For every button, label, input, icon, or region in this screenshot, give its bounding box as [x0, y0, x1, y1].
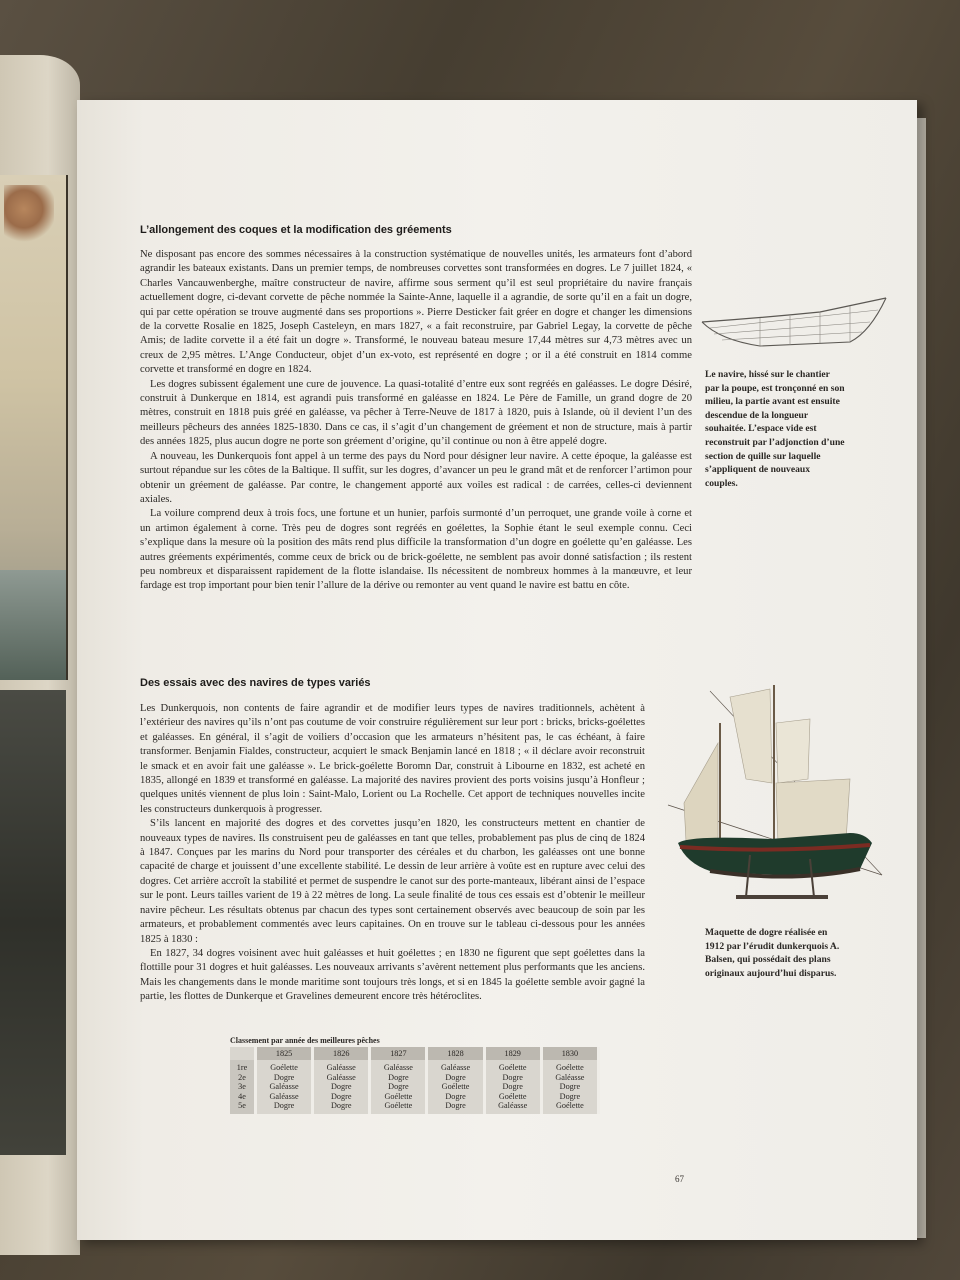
rank-label: 4e [238, 1091, 246, 1101]
year-header: 1827 [370, 1047, 427, 1060]
section1-paragraph: Les dogres subissent également une cure de jouvence. La quasi-totalité d’entre eux sont regréés en galéasses. Le dogre Désiré, construit à Dunkerque en 1814, est agrandi puis transformé en galéasse en 1824. Le Père de Famille, un grand dogre de 20 mètres, construit en 1818 puis gréé en galéasse, va pêcher à Terre-Neuve de 1817 à 1820, puis à Islande, où il devient l’un des meilleurs pêcheurs des années 1825-1830. Dans ce cas, il s’agit d’un changement de gréement et non de structure, mais à partir des années 1825, plus aucun dogre ne porte son gréement d’origine, qu’il continue ou non à être appelé dogre. [140, 378, 692, 448]
table-cell: Dogre [445, 1091, 466, 1101]
year-header: 1829 [484, 1047, 541, 1060]
table-cell: Dogre [388, 1072, 409, 1082]
year-header: 1828 [427, 1047, 484, 1060]
rank-label: 1re [236, 1063, 248, 1072]
section2-body-upper [140, 702, 645, 1005]
table-cell: Goélette [441, 1082, 470, 1092]
left-page-dark-painting [0, 690, 66, 1155]
table-cell: Goélette [556, 1063, 584, 1072]
page-number: 67 [675, 1174, 684, 1184]
hull-diagram-caption: Le navire, hissé sur le chantier par la poupe, est tronçonné en son milieu, la partie avant est ensuite descendue de la longueur souhaitée. L’espace vide est reconstruit par l’adjonction d’une section de quille sur laquelle s’appliquent de nouveaux couples. [705, 369, 845, 489]
table-cell: Dogre [502, 1082, 523, 1092]
section1-paragraph: Ne disposant pas encore des sommes nécessaires à la construction systématique de nouvelles unités, les armateurs font d’abord agrandir les bateaux existants. Dans un premier temps, de nombreuses corvettes sont transformées en dogres. Le 7 juillet 1824, « Charles Vancauwenberghe, maître constructeur de navire, affirme sous serment qu’il est seul propriétaire du navire français actuellement dogre, ci-devant corvette de pêche nommée la Sainte-Anne, laquelle il a agrandie, de sorte qu’il en a fait un dogre, qui par cette opération se trouve augmenté dans ses proportions ». Pierre Desticker fait gréer en dogre et changer les dimensions de la corvette Rosalie en 1825, Joseph Casteleyn, en mars 1827, « a fait reconstruire, par Gabriel Legay, la corvette de pêche Amis; de ladite corvette il a été fait un dogre ». Transformé, le nouveau bateau mesure 17,44 mètres sur 4,73 mètres avec un creux de 2,95 mètres. L’Ange Conducteur, objet d’un ex-voto, est représenté en dogre ; or il a été construit en 1814 comme corvette et transformé en dogre en 1824. [140, 249, 692, 376]
rank-label: 2e [238, 1072, 246, 1082]
fishing-ranking-table-block [230, 1036, 600, 1114]
fishing-ranking-table [230, 1047, 600, 1114]
table-cell: Goélette [498, 1091, 527, 1101]
table-cell: Goélette [270, 1063, 298, 1072]
year-column-1827 [370, 1060, 427, 1114]
table-cell: Goélette [498, 1063, 527, 1072]
dogre-model-photo [650, 683, 890, 905]
table-cell: Galéasse [269, 1082, 299, 1092]
section2-paragraph: En 1827, 34 dogres voisinent avec huit galéasses et huit goélettes ; en 1830 ne figurent que sept goélettes dans la flottille pour 31 dogres et huit galéasses. Les nouveaux arrivants s’avèrent nettement plus performants que les anciens. Mais les changements dans le monde maritime sont toujours très longs, et si en 1845 la goélette semble avoir gagné la partie, les flottes de Dunkerque et Gravelines demeurent encore très hétéroclites. [140, 947, 645, 1003]
table-cell: Galéasse [498, 1101, 528, 1111]
rank-label: 5e [238, 1101, 246, 1111]
table-cell: Galéasse [440, 1063, 471, 1072]
table-row [230, 1060, 599, 1114]
table-cell: Dogre [559, 1082, 581, 1092]
table-cell: Dogre [331, 1091, 352, 1101]
left-page-painting [0, 175, 68, 680]
section2-heading: Des essais avec des navires de types variés [140, 677, 371, 689]
table-cell: Goélette [556, 1101, 584, 1111]
year-column-1826 [313, 1060, 370, 1114]
table-cell: Galéasse [269, 1091, 299, 1101]
section1-heading: L’allongement des coques et la modification des gréements [140, 224, 452, 236]
table-cell: Dogre [331, 1082, 352, 1092]
table-cell: Dogre [273, 1101, 295, 1111]
year-header: 1825 [256, 1047, 313, 1060]
table-cell: Galéasse [326, 1063, 356, 1072]
painting-figure [4, 185, 54, 245]
table-cell: Dogre [445, 1072, 466, 1082]
section2-paragraph: Les Dunkerquois, non contents de faire agrandir et de modifier leurs types de navires traditionnels, achètent à l’extérieur des navires qu’ils n’ont pas coutume de voir construire régulièrement sur leur port : bricks, bricks-goélettes et galéasses. En général, il s’agit de voiliers d’occasion que les armateurs n’hésitent pas, le cas échéant, à faire transformer. Benjamin Fialdes, constructeur, acquiert le smack Benjamin lancé en 1818 ; « il déclare avoir reconstruit le smack et en avoir fait une galéasse ». Le brick-goélette Boromn Dar, construit à Libourne en 1832, est acheté en 1835, allongé en 1839 et transformé en galéasse. La majorité des navires provient des ports voisins jusqu’à Honfleur ; quelques unités viennent de plus loin : Saint-Malo, Lorient ou La Rochelle. Cet apport de techniques nouvelles incite les constructeurs dunkerquois à progresser. [140, 703, 645, 815]
table-cell: Dogre [559, 1091, 581, 1101]
table-cell: Galéasse [555, 1072, 585, 1082]
year-column-1830 [541, 1060, 598, 1114]
section1-body [140, 248, 692, 594]
table-cell: Dogre [273, 1072, 295, 1082]
model-photo-caption: Maquette de dogre réalisée en 1912 par l’érudit dunkerquois A. Balsen, qui possédait des plans originaux aujourd’hui disparus. [705, 927, 840, 979]
section1-paragraph: A nouveau, les Dunkerquois font appel à un terme des pays du Nord pour désigner leur navire. A cette époque, la galéasse est surtout répandue sur les côtes de la Baltique. Il suffit, sur les dogres, d’avancer un peu le grand mât et de renforcer l’artimon pour obtenir un gréement de galéasse. Par contre, le changement apporté aux voiles est radical : de carrées, celles-ci deviennent axiales. [140, 450, 692, 505]
table-cell: Galéasse [383, 1063, 413, 1072]
table-corner-cell [230, 1047, 256, 1060]
table-cell: Dogre [445, 1101, 466, 1111]
table-cell: Dogre [388, 1082, 409, 1092]
hull-extension-diagram [700, 292, 890, 354]
year-header: 1830 [541, 1047, 598, 1060]
table-cell: Dogre [502, 1072, 523, 1082]
year-column-1829 [484, 1060, 541, 1114]
section1-paragraph: La voilure comprend deux à trois focs, une fortune et un hunier, parfois surmonté d’un perroquet, une grande voile à corne et un artimon également à corne. Très peu de dogres sont regréés en goélettes, la Sophie étant le seul exemple connu. Ceci s’explique dans la mesure où la position des mâts rend plus difficile la transformation d’un dogre en goélette qu’en galéasse. Les autres gréements expérimentés, comme ceux de brick ou de brick-goélette, ne semblent pas avoir donné satisfaction ; ils restent peu nombreux et disparaissent rapidement de la flotte islandaise. Ils nécessitent de nombreux hommes à la manœuvre, et leur fardage est trop important pour bien tenir l’allure de la dérive ou remonter au vent quand le navire est battu en côte. [140, 508, 692, 592]
table-cell: Dogre [331, 1101, 352, 1111]
section2-paragraph: S’ils lancent en majorité des dogres et des corvettes jusqu’en 1820, les constructeurs mettent en chantier de nouveaux types de navires. Ils construisent peu de galéasses en tant que telles, probablement pas plus de cinq de 1824 à 1847. Conçues par les marins du Nord pour transporter des céréales et du charbon, les galéasses ont une bonne capacité de charge et jouissent d’une excellente stabilité. Le dessin de leur arrière à voûte est en rupture avec celui des dogres. Cet arrière accroît la stabilité et permet de suspendre le canot sur des porte-manteaux, libérant ainsi de l’espace sur le pont. Leurs tailles varient de 19 à 22 mètres de long. La seule finalité de tous ces essais est d’obtenir le meilleur navire pêcheur. Les résultats obtenus par chacun des types sont certainement observés avec beaucoup de soin par les armateurs, et probablement commentés avec leurs capitaines. On en trouve sur le tableau ci-dessous pour les années 1825 à 1830 : [140, 818, 645, 945]
rank-label: 3e [238, 1082, 246, 1092]
table-cell: Goélette [384, 1101, 413, 1111]
table-cell: Goélette [384, 1091, 413, 1101]
year-column-1825 [256, 1060, 313, 1114]
table-header-row [230, 1047, 599, 1060]
rank-column [230, 1060, 256, 1114]
table-cell: Galéasse [326, 1072, 356, 1082]
table-title: Classement par année des meilleures pêches [230, 1036, 380, 1045]
painting-sea [0, 570, 66, 680]
year-column-1828 [427, 1060, 484, 1114]
year-header: 1826 [313, 1047, 370, 1060]
